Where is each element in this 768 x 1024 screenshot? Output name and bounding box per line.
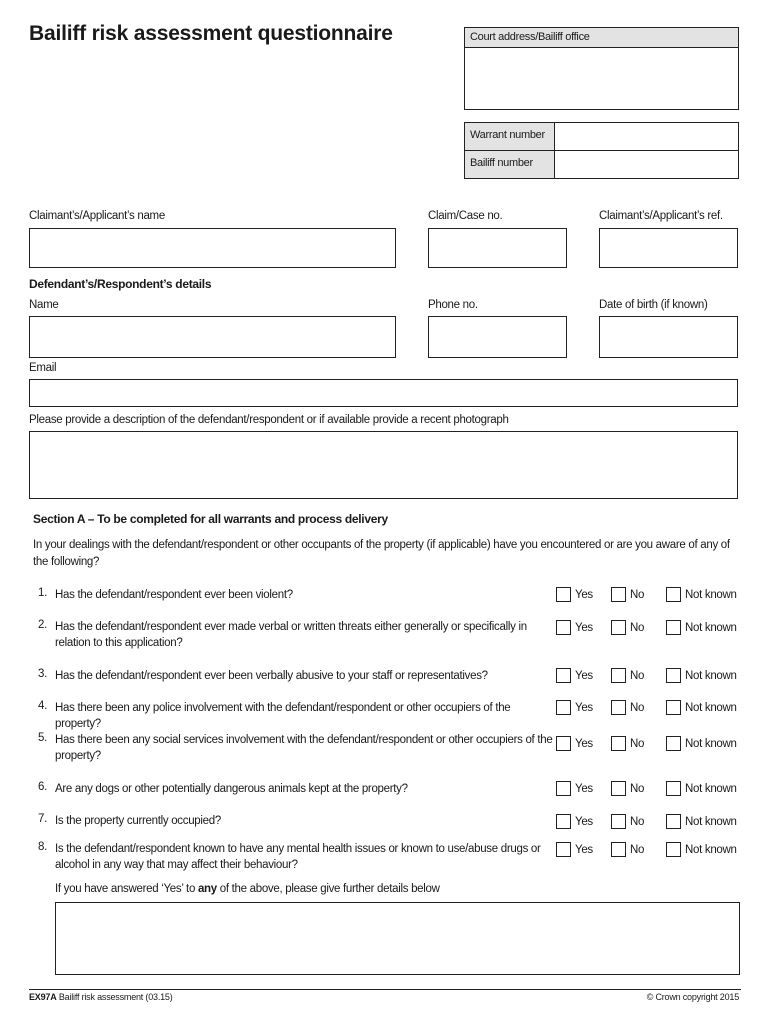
q3-option-no[interactable] [611, 668, 644, 683]
checkbox[interactable] [556, 587, 571, 602]
checkbox[interactable] [556, 620, 571, 635]
q1-option-not-known[interactable] [666, 587, 737, 602]
bailiff-number-input[interactable] [555, 151, 738, 178]
page-title: Bailiff risk assessment questionnaire [29, 22, 393, 45]
q7-option-no[interactable] [611, 814, 644, 829]
q5-option-no[interactable] [611, 736, 644, 751]
option-label: Not known [685, 669, 737, 682]
checkbox[interactable] [666, 814, 681, 829]
dob-input[interactable] [599, 316, 738, 358]
checkbox[interactable] [556, 736, 571, 751]
question-text: Has there been any police involvement with the defendant/respondent or other occupiers of the property? [55, 702, 511, 730]
warrant-number-input[interactable] [555, 123, 738, 150]
checkbox[interactable] [611, 587, 626, 602]
q2-option-no[interactable] [611, 620, 644, 635]
question-text: Is the defendant/respondent known to have any mental health issues or known to use/abuse drugs or alcohol in any way that may affect their behaviour? [55, 843, 541, 871]
warrant-number-row [465, 123, 738, 150]
case-number-input[interactable] [428, 228, 567, 268]
description-input[interactable] [29, 431, 738, 499]
question-text: Has the defendant/respondent ever been violent? [55, 589, 293, 601]
option-label: No [630, 669, 645, 682]
email-label: Email [29, 362, 57, 374]
option-label: Yes [575, 782, 593, 795]
option-label: No [630, 621, 645, 634]
question-text: Has the defendant/respondent ever been verbally abusive to your staff or representatives? [55, 670, 488, 682]
section-a-title: Section A – To be completed for all warrants and process delivery [33, 512, 388, 526]
checkbox[interactable] [666, 587, 681, 602]
option-label: Yes [575, 815, 593, 828]
q2-option-not-known[interactable] [666, 620, 737, 635]
option-label: Not known [685, 843, 737, 856]
further-details-input[interactable] [55, 902, 740, 975]
email-input[interactable] [29, 379, 738, 407]
option-label: No [630, 701, 645, 714]
claimant-name-label: Claimant’s/Applicant’s name [29, 210, 165, 222]
option-label: Yes [575, 737, 593, 750]
checkbox[interactable] [666, 842, 681, 857]
question-number: 1. [38, 587, 47, 599]
q4-option-no[interactable] [611, 700, 644, 715]
question-number: 5. [38, 732, 47, 744]
q8-option-yes[interactable] [556, 842, 593, 857]
claimant-name-input[interactable] [29, 228, 396, 268]
option-label: Yes [575, 588, 593, 601]
q6-option-not-known[interactable] [666, 781, 737, 796]
q8-option-no[interactable] [611, 842, 644, 857]
phone-input[interactable] [428, 316, 567, 358]
checkbox[interactable] [611, 781, 626, 796]
option-label: No [630, 843, 645, 856]
q6-option-yes[interactable] [556, 781, 593, 796]
q1-option-no[interactable] [611, 587, 644, 602]
option-label: Not known [685, 782, 737, 795]
warrant-number-label: Warrant number [465, 123, 555, 150]
question-text: Is the property currently occupied? [55, 815, 221, 827]
footer-form-id: EX97A Bailiff risk assessment (03.15) [29, 992, 173, 1002]
checkbox[interactable] [556, 700, 571, 715]
checkbox[interactable] [666, 668, 681, 683]
defendant-heading: Defendant’s/Respondent’s details [29, 277, 212, 291]
checkbox[interactable] [611, 620, 626, 635]
phone-label: Phone no. [428, 299, 478, 311]
option-label: Not known [685, 737, 737, 750]
checkbox[interactable] [556, 842, 571, 857]
option-label: Yes [575, 669, 593, 682]
option-label: No [630, 815, 645, 828]
option-label: No [630, 782, 645, 795]
option-label: No [630, 737, 645, 750]
footer-copyright: © Crown copyright 2015 [646, 992, 739, 1002]
defendant-name-label: Name [29, 299, 59, 311]
q4-option-not-known[interactable] [666, 700, 737, 715]
q8-option-not-known[interactable] [666, 842, 737, 857]
question-text: Are any dogs or other potentially dangerous animals kept at the property? [55, 783, 408, 795]
court-address-label: Court address/Bailiff office [465, 28, 738, 48]
option-label: Yes [575, 621, 593, 634]
option-label: Not known [685, 621, 737, 634]
checkbox[interactable] [666, 781, 681, 796]
section-a-intro: In your dealings with the defendant/respondent or other occupants of the property (if applicable) have you encountered or are you aware of any of the following? [33, 539, 730, 568]
q7-option-not-known[interactable] [666, 814, 737, 829]
claimant-ref-input[interactable] [599, 228, 738, 268]
footer-divider [29, 989, 741, 990]
q2-option-yes[interactable] [556, 620, 593, 635]
question-number: 4. [38, 700, 47, 712]
checkbox[interactable] [556, 781, 571, 796]
question-number: 7. [38, 813, 47, 825]
q5-option-yes[interactable] [556, 736, 593, 751]
q7-option-yes[interactable] [556, 814, 593, 829]
question-text: Has the defendant/respondent ever made verbal or written threats either generally or specifically in relation to this application? [55, 621, 527, 649]
q5-option-not-known[interactable] [666, 736, 737, 751]
bailiff-number-label: Bailiff number [465, 151, 555, 178]
checkbox[interactable] [666, 700, 681, 715]
option-label: Not known [685, 815, 737, 828]
checkbox[interactable] [611, 842, 626, 857]
question-number: 2. [38, 619, 47, 631]
q1-option-yes[interactable] [556, 587, 593, 602]
claimant-ref-label: Claimant’s/Applicant’s ref. [599, 210, 723, 222]
question-number: 6. [38, 781, 47, 793]
defendant-name-input[interactable] [29, 316, 396, 358]
court-address-field[interactable] [464, 27, 739, 110]
checkbox[interactable] [611, 700, 626, 715]
dob-label: Date of birth (if known) [599, 299, 708, 311]
q3-option-yes[interactable] [556, 668, 593, 683]
court-address-input[interactable] [465, 48, 738, 109]
checkbox[interactable] [666, 736, 681, 751]
option-label: Not known [685, 701, 737, 714]
reference-table [464, 122, 739, 179]
checkbox[interactable] [556, 668, 571, 683]
q6-option-no[interactable] [611, 781, 644, 796]
option-label: Not known [685, 588, 737, 601]
checkbox[interactable] [611, 668, 626, 683]
case-number-label: Claim/Case no. [428, 210, 503, 222]
q3-option-not-known[interactable] [666, 668, 737, 683]
q4-option-yes[interactable] [556, 700, 593, 715]
checkbox[interactable] [666, 620, 681, 635]
question-number: 3. [38, 668, 47, 680]
question-text: Has there been any social services involvement with the defendant/respondent or other occupiers of the property? [55, 734, 553, 762]
option-label: No [630, 588, 645, 601]
checkbox[interactable] [556, 814, 571, 829]
checkbox[interactable] [611, 736, 626, 751]
option-label: Yes [575, 843, 593, 856]
question-number: 8. [38, 841, 47, 853]
option-label: Yes [575, 701, 593, 714]
further-details-label: If you have answered ‘Yes’ to any of the above, please give further details below [55, 883, 440, 895]
bailiff-number-row [465, 150, 738, 178]
checkbox[interactable] [611, 814, 626, 829]
description-label: Please provide a description of the defendant/respondent or if available provide a recent photograph [29, 414, 509, 426]
